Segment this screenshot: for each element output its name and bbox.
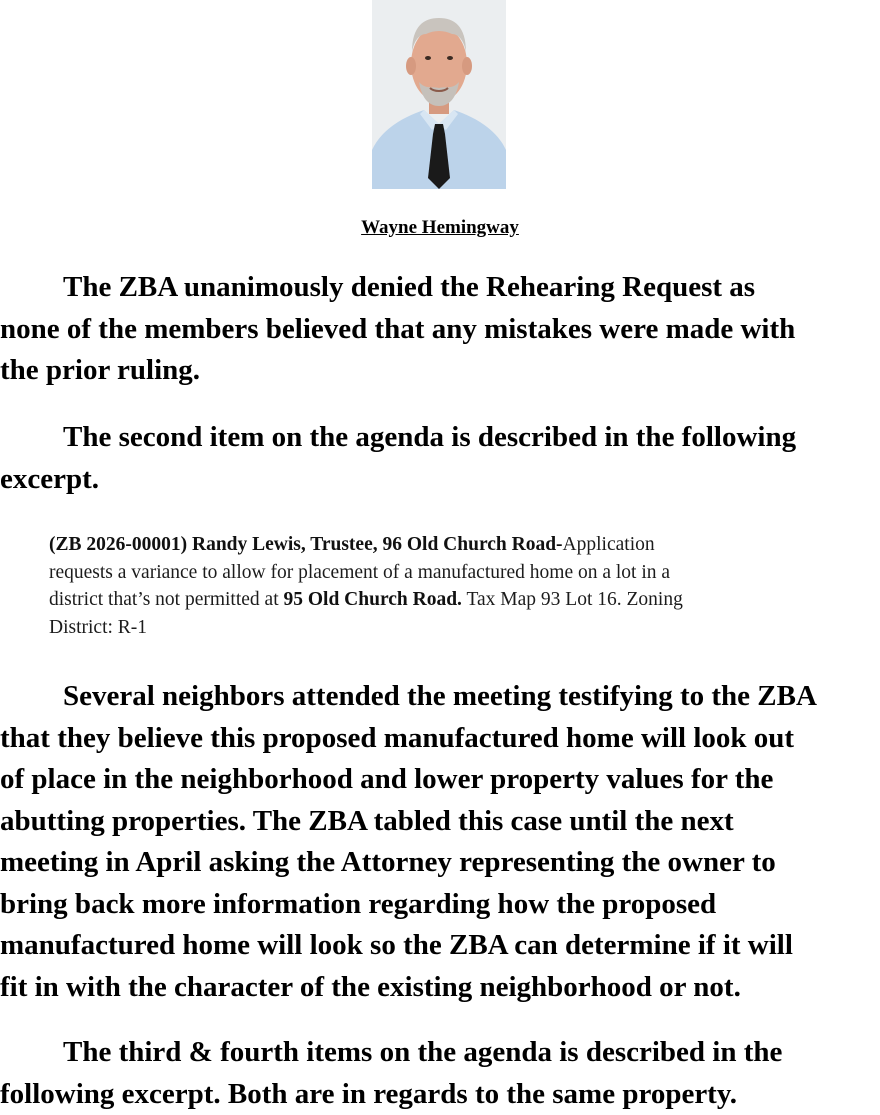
excerpt-line — [49, 586, 839, 614]
paragraph-line: meeting in April asking the Attorney representing the owner to — [0, 842, 880, 884]
excerpt-text: Application — [563, 534, 655, 555]
photo-caption: Wayne Hemingway — [0, 217, 880, 239]
case-heading: (ZB 2026-00001) Randy Lewis, Trustee, 96 Old Church Road- — [49, 534, 563, 555]
excerpt-line — [49, 531, 839, 559]
paragraph-line: The ZBA unanimously denied the Rehearing Request as — [0, 267, 880, 309]
portrait-illustration — [372, 0, 506, 189]
paragraph-second-item-intro — [0, 417, 880, 500]
excerpt-text: Tax Map 93 Lot 16. Zoning — [462, 589, 683, 610]
paragraph-line: the prior ruling. — [0, 350, 880, 392]
agenda-excerpt — [49, 531, 839, 641]
paragraph-line: manufactured home will look so the ZBA can determine if it will — [0, 925, 880, 967]
paragraph-line: that they believe this proposed manufactured home will look out — [0, 718, 880, 760]
excerpt-line: requests a variance to allow for placement of a manufactured home on a lot in a — [49, 559, 839, 587]
paragraph-line: of place in the neighborhood and lower property values for the — [0, 759, 880, 801]
excerpt-text: district that’s not permitted at — [49, 589, 284, 610]
paragraph-line: following excerpt. Both are in regards to the same property. — [0, 1074, 880, 1115]
paragraph-line: abutting properties. The ZBA tabled this case until the next — [0, 801, 880, 843]
paragraph-line: bring back more information regarding how the proposed — [0, 884, 880, 926]
paragraph-line: none of the members believed that any mistakes were made with — [0, 309, 880, 351]
paragraph-line: fit in with the character of the existing neighborhood or not. — [0, 967, 880, 1009]
paragraph-neighbors-testimony — [0, 676, 880, 1008]
paragraph-third-fourth-items — [0, 1032, 880, 1115]
portrait-photo — [372, 0, 506, 189]
paragraph-line: excerpt. — [0, 459, 880, 501]
paragraph-rehearing-denied — [0, 267, 880, 392]
paragraph-line: Several neighbors attended the meeting testifying to the ZBA — [0, 676, 880, 718]
property-address: 95 Old Church Road. — [284, 589, 462, 610]
excerpt-line: District: R-1 — [49, 614, 839, 642]
paragraph-line: The second item on the agenda is described in the following — [0, 417, 880, 459]
paragraph-line: The third & fourth items on the agenda is described in the — [0, 1032, 880, 1074]
